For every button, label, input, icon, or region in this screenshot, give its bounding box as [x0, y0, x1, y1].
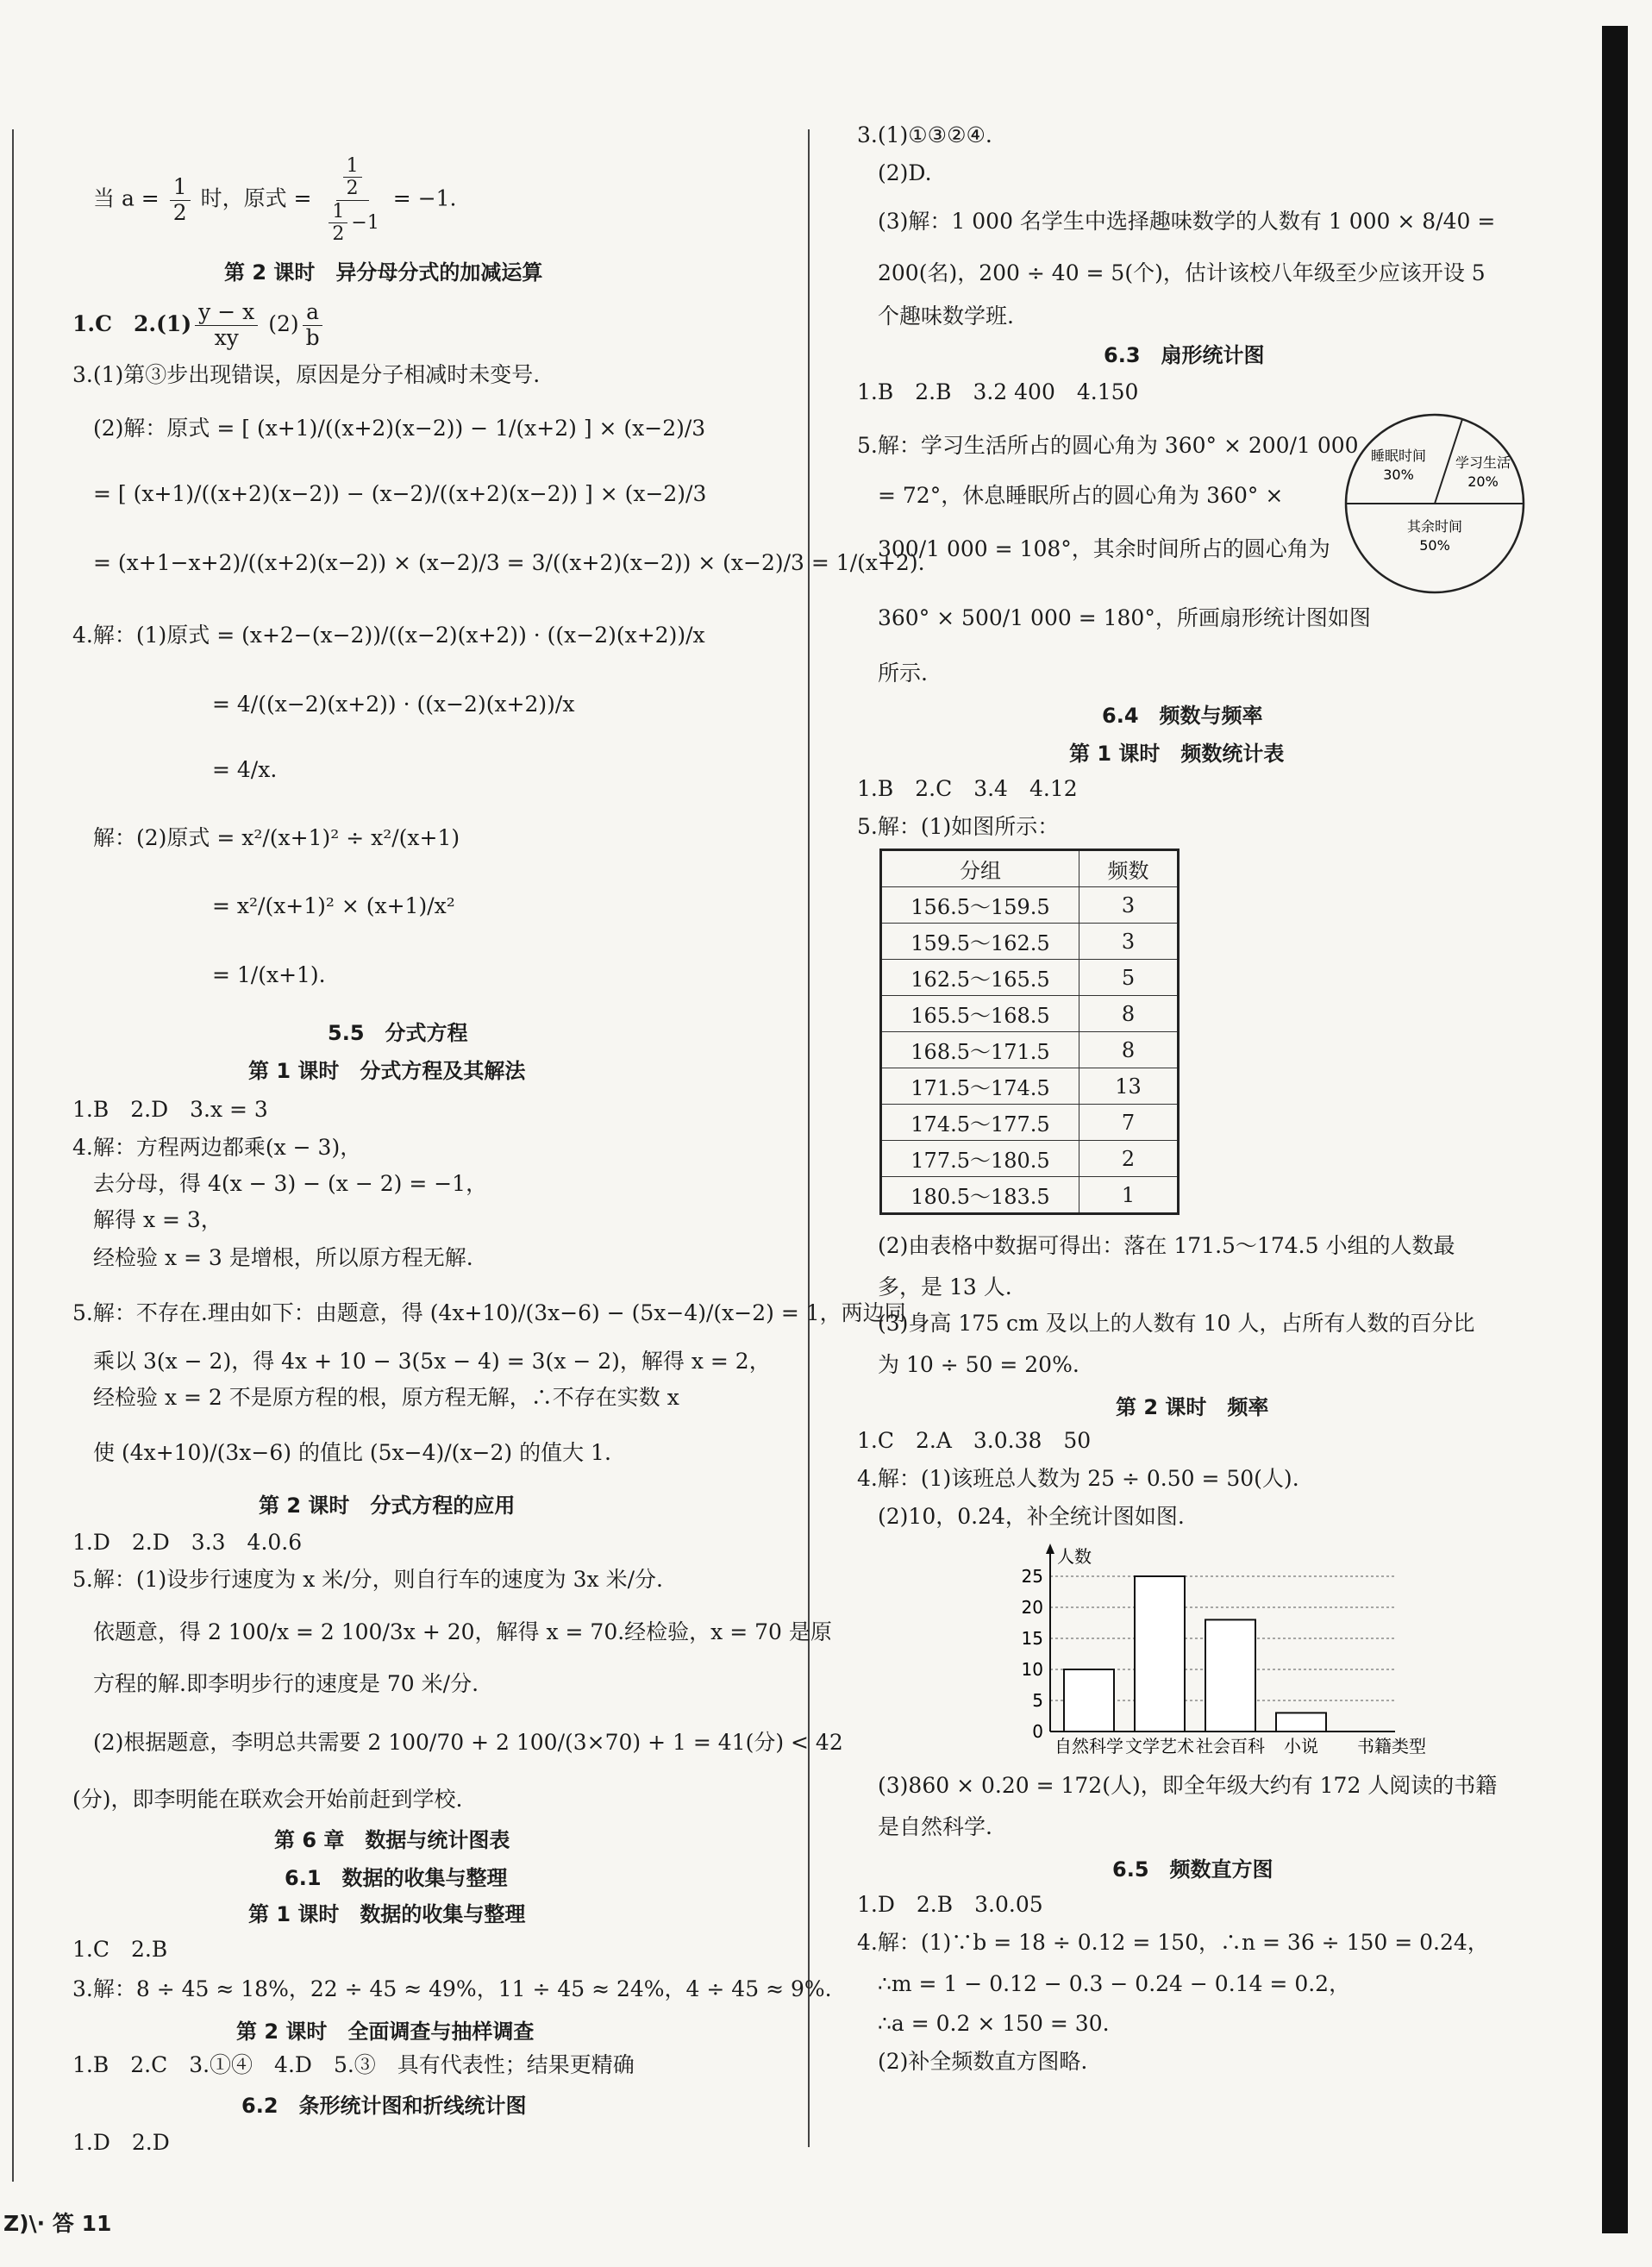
answer-line: 4.解：方程两边都乘(x − 3)，: [72, 1135, 362, 1160]
pie-chart: [1342, 410, 1528, 597]
table-cell: 3: [1079, 887, 1179, 924]
table-row: [881, 960, 1179, 996]
answer-line: (3)解：1 000 名学生中选择趣味数学的人数有 1 000 × 8/40 =: [878, 209, 1496, 234]
table-cell: 177.5～180.5: [881, 1141, 1079, 1177]
answer-line: 1.B 2.C 3.4 4.12: [857, 776, 1078, 801]
section-heading: 6.2 条形统计图和折线统计图: [241, 2094, 527, 2118]
table-header-row: [881, 850, 1179, 887]
answer-line: 3.(1)第③步出现错误，原因是分子相减时未变号.: [72, 362, 541, 387]
answer-line: 个趣味数学班.: [878, 304, 1014, 329]
section-heading: 第 1 课时 数据的收集与整理: [248, 1902, 526, 1926]
answer-line: 经检验 x = 2 不是原方程的根，原方程无解，∴不存在实数 x: [93, 1385, 679, 1410]
answer-line: 1.D 2.D 3.3 4.0.6: [72, 1530, 303, 1555]
answer-a-substitution: 当 a = $\frac{1}{2}$ 时，原式 = $\frac{1}{2}$ $\frac{1}{2}$ −1 = −1.: [93, 155, 457, 245]
table-row: [881, 1141, 1179, 1177]
answer-line: 1.D 2.D: [72, 2130, 170, 2155]
answer-line: 4.解：(1)原式 = (x+2−(x−2))/((x−2)(x+2)) · ((x−2)(x+2))/x: [72, 623, 705, 648]
answer-line: = 4/((x−2)(x+2)) · ((x−2)(x+2))/x: [212, 692, 575, 717]
bar: [1276, 1713, 1326, 1732]
answer-line: 解：(2)原式 = x²/(x+1)² ÷ x²/(x+1): [93, 825, 460, 850]
answer-line: 经检验 x = 3 是增根，所以原方程无解.: [93, 1245, 473, 1270]
table-row: [881, 887, 1179, 924]
answer-line: 5.解：学习生活所占的圆心角为 360° × 200/1 000: [857, 433, 1359, 458]
answer-line: 300/1 000 = 108°，其余时间所占的圆心角为: [878, 536, 1330, 561]
table-cell: 8: [1079, 1032, 1179, 1068]
answer-line: 使 (4x+10)/(3x−6) 的值比 (5x−4)/(x−2) 的值大 1.: [93, 1440, 611, 1465]
answer-line: = (x+1−x+2)/((x+2)(x−2)) × (x−2)/3 = 3/((x+2)(x−2)) × (x−2)/3 = 1/(x+2).: [93, 550, 925, 575]
x-tick-label: 社会百科: [1196, 1736, 1265, 1757]
answer-line: (2)由表格中数据可得出：落在 171.5～174.5 小组的人数最: [878, 1233, 1455, 1258]
answer-line: = 1/(x+1).: [212, 962, 326, 987]
answer-line: 方程的解.即李明步行的速度是 70 米/分.: [93, 1671, 479, 1696]
pie-label: 学习生活: [1455, 454, 1511, 471]
table-cell: 1: [1079, 1177, 1179, 1214]
answer-line: (2)补全频数直方图略.: [878, 2049, 1088, 2074]
answer-line: 1.C 2.A 3.0.38 50: [857, 1428, 1092, 1453]
answer-line: ∴a = 0.2 × 150 = 30.: [878, 2011, 1110, 2036]
frequency-table: [879, 849, 1180, 1215]
bar-chart: [1009, 1531, 1426, 1764]
answer-line: 解得 x = 3，: [93, 1207, 222, 1232]
column-divider: [808, 129, 810, 2147]
answer-line: 是自然科学.: [878, 1814, 992, 1839]
table-cell: 168.5～171.5: [881, 1032, 1079, 1068]
answer-line: 5.解：(1)如图所示：: [857, 814, 1060, 839]
answer-line: 依题意，得 2 100/x = 2 100/3x + 20，解得 x = 70.经检验，x = 70 是原: [93, 1619, 832, 1644]
y-tick-label: 5: [1032, 1690, 1043, 1711]
table-row: [881, 1177, 1179, 1214]
answer-line: 1.B 2.D 3.x = 3: [72, 1097, 268, 1122]
page-footer: Z)\· 答 11: [3, 2211, 112, 2236]
answer-line: (2)根据题意，李明总共需要 2 100/70 + 2 100/(3×70) + 1 = 41(分) < 42: [93, 1730, 843, 1755]
answer-line: 3.(1)①③②④.: [857, 122, 992, 147]
section-heading: 第 2 课时 异分母分式的加减运算: [224, 260, 543, 285]
x-axis-label: 书籍类型: [1357, 1736, 1426, 1757]
answer-line: (3)身高 175 cm 及以上的人数有 10 人，占所有人数的百分比: [878, 1311, 1475, 1336]
answer-line: 所示.: [878, 661, 928, 686]
pie-label: 睡眠时间: [1370, 448, 1427, 464]
table-header: 频数: [1079, 850, 1179, 887]
answer-line: (2)D.: [878, 160, 932, 185]
answer-line: (2)10，0.24，补全统计图如图.: [878, 1504, 1185, 1529]
table-cell: 5: [1079, 960, 1179, 996]
section-heading: 第 2 课时 分式方程的应用: [259, 1494, 516, 1518]
table-cell: 2: [1079, 1141, 1179, 1177]
section-heading: 第 1 课时 分式方程及其解法: [248, 1059, 526, 1083]
answer-line: 1.D 2.B 3.0.05: [857, 1892, 1043, 1917]
pie-pct: 30%: [1383, 467, 1414, 483]
table-cell: 156.5～159.5: [881, 887, 1079, 924]
answer-line: (3)860 × 0.20 = 172(人)，即全年级大约有 172 人阅读的书籍: [878, 1773, 1498, 1798]
right-edge-bar: [1602, 26, 1628, 2233]
table-row: [881, 1032, 1179, 1068]
pie-label: 其余时间: [1406, 518, 1463, 535]
x-tick-label: 小说: [1284, 1736, 1318, 1757]
table-cell: 165.5～168.5: [881, 996, 1079, 1032]
section-heading: 6.3 扇形统计图: [1104, 343, 1265, 367]
bar: [1064, 1669, 1114, 1732]
table-cell: 13: [1079, 1068, 1179, 1105]
section-heading: 6.4 频数与频率: [1102, 704, 1263, 728]
answer-line: = x²/(x+1)² × (x+1)/x²: [212, 893, 455, 918]
section-heading: 5.5 分式方程: [328, 1021, 468, 1045]
table-row: [881, 1068, 1179, 1105]
pie-pct: 50%: [1419, 537, 1450, 554]
table-cell: 174.5～177.5: [881, 1105, 1079, 1141]
answer-line: 4.解：(1)∵b = 18 ÷ 0.12 = 150，∴n = 36 ÷ 150 = 0.24，: [857, 1930, 1489, 1955]
section-heading: 第 2 课时 频率: [1116, 1395, 1269, 1419]
table-cell: 171.5～174.5: [881, 1068, 1079, 1105]
answer-line: = 4/x.: [212, 757, 278, 782]
answer-line: (2)解：原式 = [ (x+1)/((x+2)(x−2)) − 1/(x+2) ] × (x−2)/3: [93, 416, 706, 441]
table-cell: 159.5～162.5: [881, 924, 1079, 960]
bar: [1135, 1576, 1185, 1732]
section-heading: 第 1 课时 频数统计表: [1069, 742, 1285, 766]
table-cell: 180.5～183.5: [881, 1177, 1079, 1214]
answer-line: 4.解：(1)该班总人数为 25 ÷ 0.50 = 50(人).: [857, 1466, 1299, 1491]
answer-line: 5.解：不存在.理由如下：由题意，得 (4x+10)/(3x−6) − (5x−4)/(x−2) = 1，两边同: [72, 1300, 906, 1325]
y-tick-label: 25: [1021, 1566, 1043, 1587]
answer-line: = [ (x+1)/((x+2)(x−2)) − (x−2)/((x+2)(x−2)) ] × (x−2)/3: [93, 481, 707, 506]
answer-line: ∴m = 1 − 0.12 − 0.3 − 0.24 − 0.14 = 0.2，: [878, 1971, 1351, 1996]
x-tick-label: 自然科学: [1054, 1736, 1123, 1757]
answer-line: 3.解：8 ÷ 45 ≈ 18%，22 ÷ 45 ≈ 49%，11 ÷ 45 ≈ 24%，4 ÷ 45 ≈ 9%.: [72, 1976, 832, 2001]
section-heading: 6.1 数据的收集与整理: [285, 1866, 508, 1890]
section-heading: 第 2 课时 全面调查与抽样调查: [236, 2020, 535, 2044]
answer-line: 乘以 3(x − 2)，得 4x + 10 − 3(5x − 4) = 3(x − 2)，解得 x = 2，: [93, 1349, 771, 1374]
answer-line: (分)，即李明能在联欢会开始前赶到学校.: [72, 1787, 463, 1812]
left-margin-rule: [12, 129, 14, 2182]
table-row: [881, 1105, 1179, 1141]
answer-line: 5.解：(1)设步行速度为 x 米/分，则自行车的速度为 3x 米/分.: [72, 1567, 663, 1592]
pie-pct: 20%: [1467, 473, 1499, 490]
y-tick-label: 15: [1021, 1628, 1043, 1649]
y-tick-label: 0: [1032, 1721, 1043, 1742]
y-axis-arrow: [1046, 1544, 1054, 1554]
x-tick-label: 文学艺术: [1125, 1736, 1194, 1757]
bar: [1205, 1619, 1255, 1732]
chapter-heading: 第 6 章 数据与统计图表: [274, 1828, 510, 1852]
table-cell: 3: [1079, 924, 1179, 960]
answer-line: 为 10 ÷ 50 = 20%.: [878, 1352, 1079, 1377]
y-tick-label: 10: [1021, 1659, 1043, 1680]
section-heading: 6.5 频数直方图: [1112, 1857, 1273, 1882]
answer-line: 1.C 2.(1) $\frac{y - x}{xy}$ (2) $\frac{a}{b}$: [72, 300, 327, 351]
answer-line: 200(名)，200 ÷ 40 = 5(个)，估计该校八年级至少应该开设 5: [878, 260, 1486, 285]
y-tick-label: 20: [1021, 1597, 1043, 1618]
table-cell: 7: [1079, 1105, 1179, 1141]
table-row: [881, 924, 1179, 960]
table-row: [881, 996, 1179, 1032]
table-header: 分组: [881, 850, 1079, 887]
answer-line: 1.B 2.C 3.①④ 4.D 5.③ 具有代表性；结果更精确: [72, 2052, 635, 2077]
table-cell: 8: [1079, 996, 1179, 1032]
answer-line: 去分母，得 4(x − 3) − (x − 2) = −1，: [93, 1171, 488, 1196]
table-cell: 162.5～165.5: [881, 960, 1079, 996]
answer-line: 1.B 2.B 3.2 400 4.150: [857, 379, 1139, 404]
answer-line: 1.C 2.B: [72, 1937, 168, 1962]
answer-line: = 72°，休息睡眠所占的圆心角为 360° ×: [878, 483, 1284, 508]
answer-line: 360° × 500/1 000 = 180°，所画扇形统计图如图: [878, 605, 1371, 630]
answer-line: 多，是 13 人.: [878, 1274, 1012, 1299]
y-axis-label: 人数: [1057, 1546, 1092, 1567]
